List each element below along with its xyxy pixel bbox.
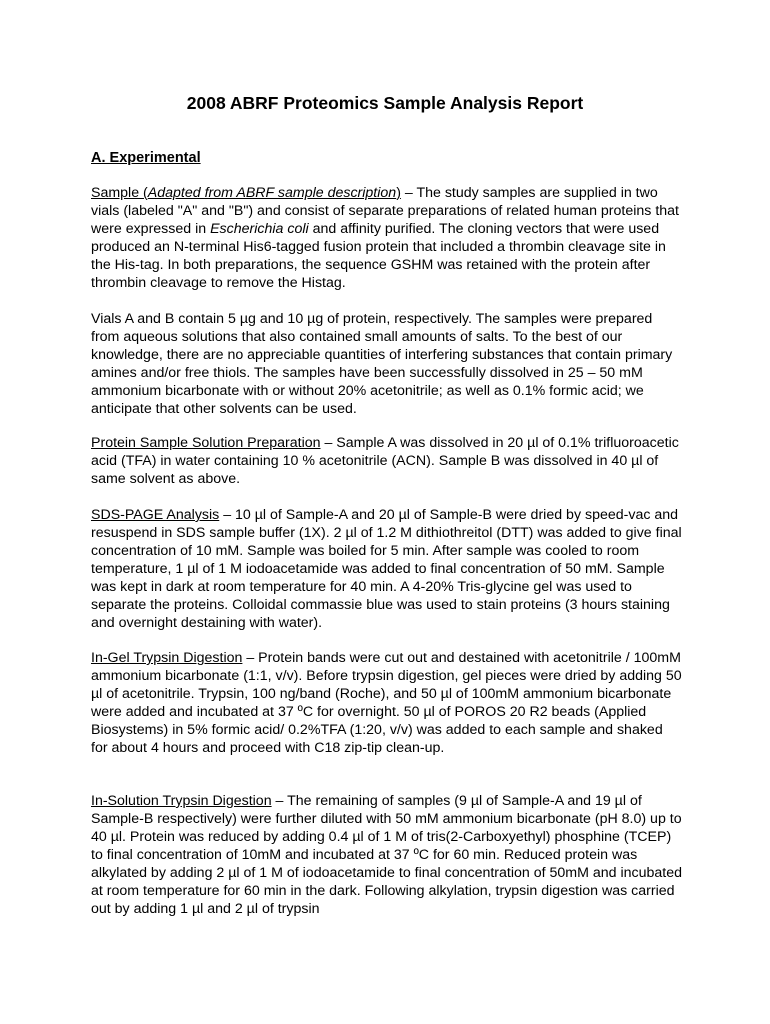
protein-prep-text: – Sample A was dissolved in 20 µl of 0.1% trifluoroacetic acid (TFA) in water containing 10 % acetonitrile (ACN). Sample B was dissolved in 40 µl of same solvent as above. [91,435,679,487]
vials-paragraph: Vials A and B contain 5 µg and 10 µg of protein, respectively. The samples were prepared from aqueous solutions that also contained small amounts of salts. To the best of our knowledge, there are no appreciable quantities of interfering substances that contain primary amines and/or free thiols. The samples have been successfully dissolved in 25 – 50 mM ammonium bicarbonate with or without 20% acetonitrile; as well as 0.1% formic acid; we anticipate that other solvents can be used. [91,311,673,417]
sample-label: Sample (Adapted from ABRF sample description) [91,185,401,201]
sample-italic-note: Adapted from ABRF sample description [147,185,397,201]
sds-page-label: SDS-PAGE Analysis [91,507,220,523]
sample-text-2: and affinity purified. The cloning vectors that were used produced an N-terminal His6-tagged fusion protein that included a thrombin cleavage site in the His-tag. In both preparations, the sequence GSHM was retained with the protein after thrombin cleavage to remove the Histag. [91,221,666,291]
in-solution-label: In-Solution Trypsin Digestion [91,793,272,809]
sds-page-text: – 10 µl of Sample-A and 20 µl of Sample-B were dried by speed-vac and resuspend in SDS sample buffer (1X). 2 µl of 1.2 M dithiothreitol (DTT) was added to give final concentration of 10 mM. Sample was boiled for 5 min. After sample was cooled to room temperature, 1 µl of 1 M iodoacetamide was added to final concentration of 50 mM. Sample was kept in dark at room temperature for 40 min. A 4-20% Tris-glycine gel was used to separate the proteins. Colloidal commassie blue was used to stain proteins (3 hours staining and overnight destaining with water). [91,507,682,631]
page-title: 2008 ABRF Proteomics Sample Analysis Report [186,93,584,113]
sample-paragraph [91,184,683,292]
protein-prep-paragraph [91,434,683,488]
in-gel-text: – Protein bands were cut out and destained with acetonitrile / 100mM ammonium bicarbonate (1:1, v/v). Before trypsin digestion, gel pieces were dried by adding 50 µl of acetonitrile. Trypsin, 100 ng/band (Roche), and 50 µl of 100mM ammonium bicarbonate were added and incubated at 37 ºC for overnight. 50 µl of POROS 20 R2 beads (Applied Biosystems) in 5% formic acid/ 0.2%TFA (1:20, v/v) was added to each sample and shaked for about 4 hours and proceed with C18 zip-tip clean-up. [91,650,682,756]
organism-name: Escherichia coli [210,221,309,237]
in-gel-label: In-Gel Trypsin Digestion [91,650,243,666]
sample-text-1: – The study samples are supplied in two vials (labeled "A" and "B") and consist of separate preparations of related human proteins that were expressed in [91,185,679,237]
in-solution-text: – The remaining of samples (9 µl of Sample-A and 19 µl of Sample-B respectively) were further diluted with 50 mM ammonium bicarbonate (pH 8.0) up to 40 µl. Protein was reduced by adding 0.4 µl of 1 M of tris(2-Carboxyethyl) phosphine (TCEP) to final concentration of 10mM and incubated at 37 ºC for 60 min. Reduced protein was alkylated by adding 2 µl of 1 M of iodoacetamide to final concentration of 50mM and incubated at room temperature for 60 min in the dark. Following alkylation, trypsin digestion was carried out by adding 1 µl and 2 µl of trypsin [91,793,683,917]
section-heading: A. Experimental [91,150,201,166]
in-solution-paragraph [91,792,683,918]
in-gel-paragraph [91,649,683,757]
sds-page-paragraph [91,506,683,632]
protein-prep-label: Protein Sample Solution Preparation [91,435,321,451]
